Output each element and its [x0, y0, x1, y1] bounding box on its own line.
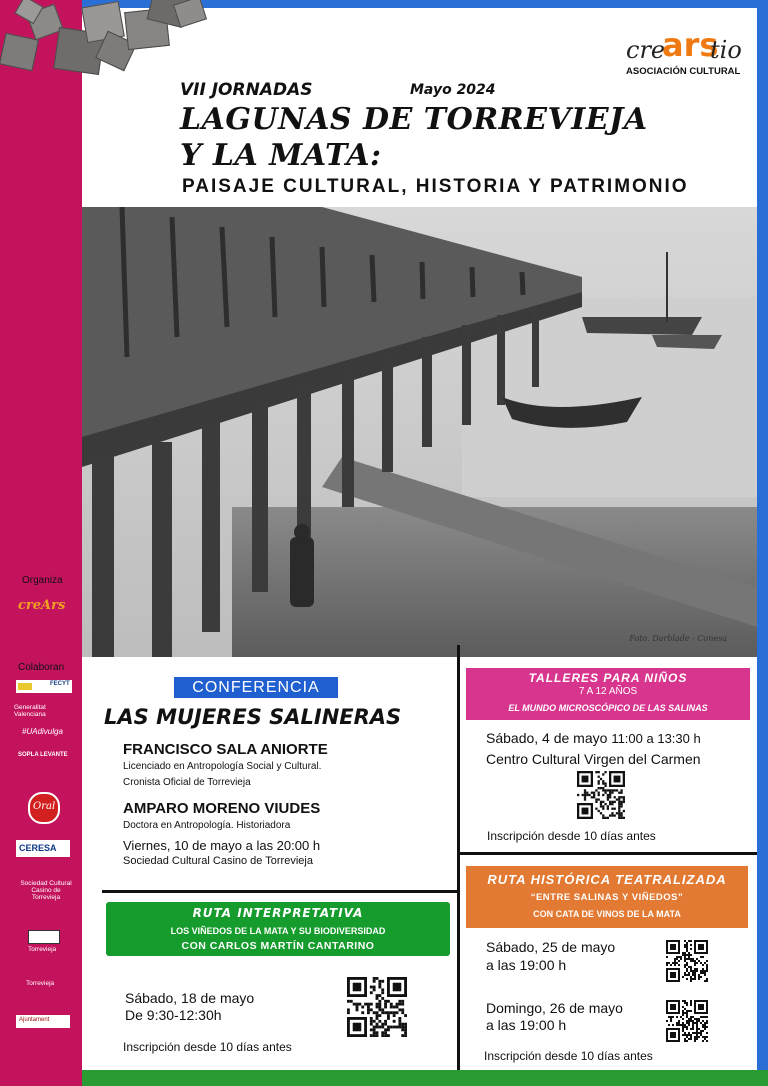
logo-association: ASOCIACIÓN CULTURAL — [626, 66, 741, 77]
ruta-historica-extra: CON CATA DE VINOS DE LA MATA — [533, 909, 681, 919]
right-border — [757, 0, 768, 1086]
ruta-historica-title: RUTA HISTÓRICA TEATRALIZADA — [487, 872, 727, 887]
talleres-date: Sábado, 4 de mayo — [486, 730, 612, 746]
ruta-historica-badge — [466, 866, 748, 928]
ruta-interpretativa-badge — [106, 902, 450, 956]
creartio-logo — [626, 26, 742, 78]
oral-logo: Oral — [28, 792, 60, 824]
ruta-interpretativa-title: RUTA INTERPRETATIVA — [192, 906, 364, 920]
logo-tio: tio — [710, 36, 742, 64]
sopla-levante-logo: SOPLA LEVANTE — [18, 752, 68, 758]
torrevieja-building-logo — [28, 930, 60, 944]
salt-crystals-decoration — [0, 0, 210, 80]
conference-venue: Sociedad Cultural Casino de Torrevieja — [123, 855, 313, 867]
organiza-label: Organiza — [22, 575, 63, 586]
logo-cre: cre — [626, 36, 666, 64]
vertical-divider — [457, 645, 460, 1070]
right-horizontal-divider — [460, 852, 757, 855]
conference-title: LAS MUJERES SALINERAS — [104, 705, 402, 729]
main-title-line1: LAGUNAS DE TORREVIEJA — [180, 102, 648, 137]
generalitat-logo: Generalitat Valenciana — [14, 704, 46, 718]
pier-photo-illustration — [82, 207, 757, 657]
ruta-interpretativa-time: De 9:30-12:30h — [125, 1007, 222, 1023]
main-title-line2: Y LA MATA: — [180, 138, 382, 173]
casino-logo: Sociedad Cultural Casino de Torrevieja — [20, 880, 72, 901]
left-horizontal-divider — [102, 890, 457, 893]
talleres-datetime — [486, 730, 701, 746]
ruta-interpretativa-line2: CON CARLOS MARTÍN CANTARINO — [181, 940, 375, 952]
ceresa-logo: CERESA — [16, 840, 70, 857]
subtitle: PAISAJE CULTURAL, HISTORIA Y PATRIMONIO — [182, 176, 689, 197]
talleres-title: TALLERES PARA NIÑOS — [528, 671, 688, 685]
organiza-logo: creArs — [18, 598, 66, 613]
bottom-border — [82, 1070, 768, 1086]
ruta-historica-qr-code-2[interactable] — [666, 1000, 708, 1042]
conference-badge: CONFERENCIA — [174, 677, 338, 698]
ruta-historica-session1-time: a las 19:00 h — [486, 957, 567, 973]
speaker1-title: Licenciado en Antropología Social y Cultural. — [123, 761, 322, 772]
event-date: Mayo 2024 — [410, 82, 496, 98]
ruta-historica-subtitle: “ENTRE SALINAS Y VIÑEDOS” — [530, 892, 684, 903]
talleres-subtitle: EL MUNDO MICROSCÓPICO DE LAS SALINAS — [508, 703, 708, 713]
torrevieja-logo-2: Torrevieja — [26, 980, 55, 987]
photo-credit: Foto. Darblade - Conesa — [629, 634, 727, 643]
ruta-historica-inscription: Inscripción desde 10 días antes — [484, 1049, 653, 1063]
talleres-place: Centro Cultural Virgen del Carmen — [486, 751, 701, 767]
ruta-interpretativa-line1: LOS VIÑEDOS DE LA MATA Y SU BIODIVERSIDAD — [170, 926, 386, 936]
talleres-ages: 7 A 12 AÑOS — [578, 686, 638, 697]
talleres-time: 11:00 a 13:30 h — [611, 731, 701, 746]
speaker2-name: AMPARO MORENO VIUDES — [123, 800, 321, 817]
conference-datetime: Viernes, 10 de mayo a las 20:00 h — [123, 838, 321, 853]
ruta-historica-qr-code-1[interactable] — [666, 940, 708, 982]
talleres-inscription: Inscripción desde 10 días antes — [487, 829, 656, 843]
left-sidebar — [0, 0, 82, 1086]
colaboran-label: Colaboran — [18, 662, 65, 673]
ruta-historica-session2-date: Domingo, 26 de mayo — [486, 1000, 623, 1016]
talleres-qr-code[interactable] — [577, 771, 625, 819]
historic-pier-photo — [82, 207, 757, 657]
fecyt-logo: FECYT — [16, 680, 72, 693]
ruta-interpretativa-date: Sábado, 18 de mayo — [125, 990, 255, 1006]
uadivulga-logo: #UAdivulga — [22, 727, 63, 736]
torrevieja-logo-1: Torrevieja — [28, 946, 57, 953]
speaker1-name: FRANCISCO SALA ANIORTE — [123, 741, 328, 758]
edition-label: VII JORNADAS — [180, 80, 313, 100]
ruta-interpretativa-inscription: Inscripción desde 10 días antes — [123, 1040, 292, 1054]
speaker1-role: Cronista Oficial de Torrevieja — [123, 777, 251, 788]
ajuntament-logo: Ajuntament — [16, 1015, 70, 1028]
ruta-historica-session1-date: Sábado, 25 de mayo — [486, 939, 616, 955]
ruta-historica-session2-time: a las 19:00 h — [486, 1017, 567, 1033]
talleres-badge — [466, 668, 750, 720]
logo-ars: ars — [662, 26, 719, 64]
speaker2-title: Doctora en Antropología. Historiadora — [123, 820, 291, 831]
ruta-interpretativa-qr-code[interactable] — [347, 977, 407, 1037]
